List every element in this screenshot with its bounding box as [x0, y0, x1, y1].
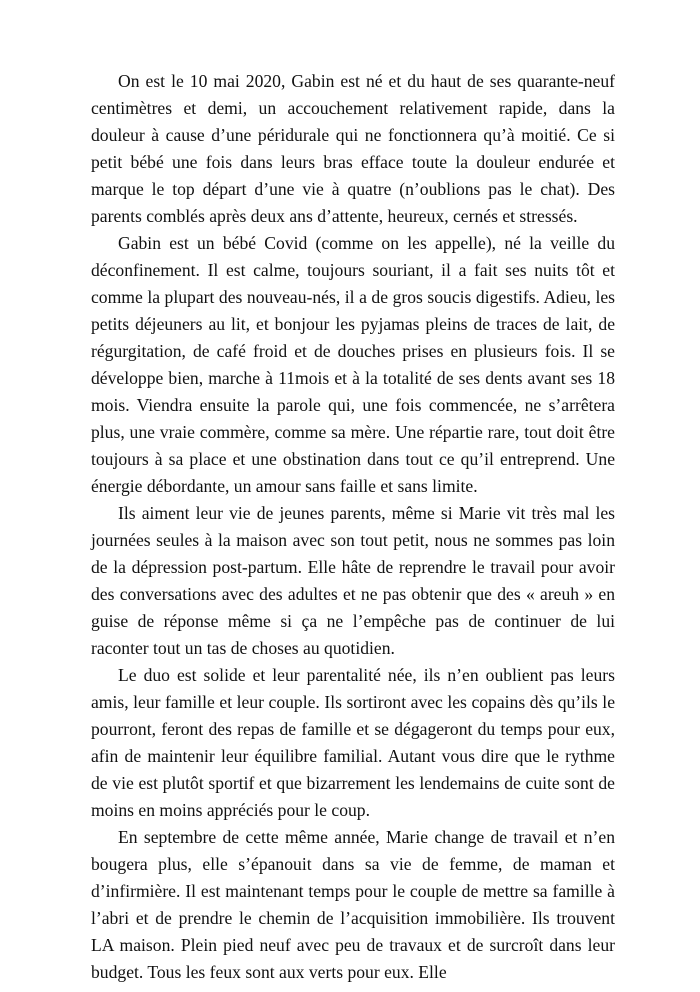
paragraph-duo: Le duo est solide et leur parentalité née, ils n’en oublient pas leurs amis, leur famille et leur couple. Ils sortiront avec les copains dès qu’ils le pourront, feront des repas de famille et se dégageront du temps pour eux, afin de maintenir leur équilibre familial. Autant vous dire que le rythme de vie est plutôt sportif et que bizarrement les lendemains de cuite sont de moins en moins appréciés pour le coup.: [91, 665, 615, 820]
paragraph-covid-baby: Gabin est un bébé Covid (comme on les appelle), né la veille du déconfinement. Il est calme, toujours souriant, il a fait ses nuits tôt et comme la plupart des nouveau-nés, il a de gros soucis digestifs. Adieu, les petits déjeuners au lit, et bonjour les pyjamas pleins de traces de lait, de régurgitation, de café froid et de douches prises en plusieurs fois. Il se développe bien, marche à 11mois et à la totalité de ses dents avant ses 18 mois. Viendra ensuite la parole qui, une fois commencée, ne s’arrêtera plus, une vraie commère, comme sa mère. Une répartie rare, tout doit être toujours à sa place et une obstination dans tout ce qu’il entreprend. Une énergie débordante, un amour sans faille et sans limite.: [91, 233, 615, 496]
body-text: [91, 68, 615, 986]
paragraph-young-parents: Ils aiment leur vie de jeunes parents, même si Marie vit très mal les journées seules à la maison avec son tout petit, nous ne sommes pas loin de la dépression post-partum. Elle hâte de reprendre le travail pour avoir des conversations avec des adultes et ne pas obtenir que des « areuh » en guise de réponse même si ça ne l’empêche pas de continuer de lui raconter tout un tas de choses au quotidien.: [91, 503, 615, 658]
paragraph-september: En septembre de cette même année, Marie change de travail et n’en bougera plus, elle s’épanouit dans sa vie de femme, de maman et d’infirmière. Il est maintenant temps pour le couple de mettre sa famille à l’abri et de prendre le chemin de l’acquisition immobilière. Ils trouvent LA maison. Plein pied neuf avec peu de travaux et de surcroît dans leur budget. Tous les feux sont aux verts pour eux. Elle: [91, 827, 615, 982]
paragraph-birth: On est le 10 mai 2020, Gabin est né et du haut de ses quarante-neuf centimètres et demi, un accouchement relativement rapide, dans la douleur à cause d’une péridurale qui ne fonctionnera qu’à moitié. Ce si petit bébé une fois dans leurs bras efface toute la douleur endurée et marque le top départ d’une vie à quatre (n’oublions pas le chat). Des parents comblés après deux ans d’attente, heureux, cernés et stressés.: [91, 71, 615, 226]
